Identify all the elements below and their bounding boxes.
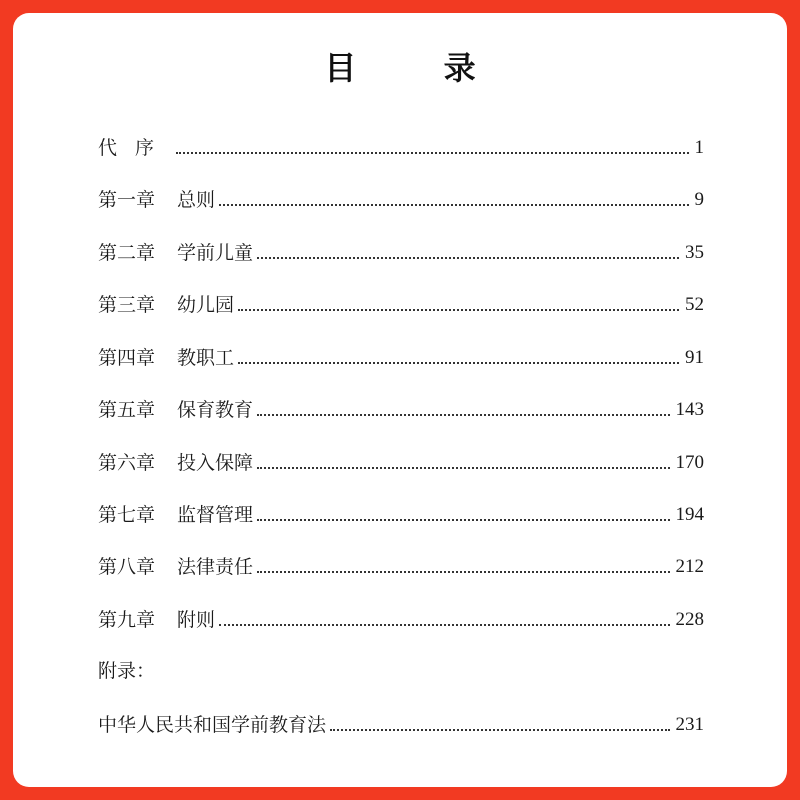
toc-chapter: 第九章	[98, 609, 156, 631]
dot-leader	[257, 414, 669, 416]
toc-entry-chapter-4	[98, 340, 704, 370]
toc-entry-label	[98, 451, 253, 475]
toc-chapter: 代序	[98, 137, 173, 159]
toc-entry-chapter-1	[98, 182, 704, 212]
toc-entry-label	[98, 188, 215, 212]
toc-entry-label	[98, 398, 253, 422]
toc-chapter: 第八章	[98, 556, 156, 578]
toc-entry-label	[98, 713, 326, 737]
toc-chapter-name: 幼儿园	[177, 294, 235, 316]
toc-entry-label	[98, 346, 234, 370]
toc-page-number: 228	[675, 609, 704, 630]
dot-leader	[238, 362, 679, 364]
toc-entry-label	[98, 608, 215, 632]
toc-chapter: 第二章	[98, 242, 156, 264]
toc-page-number: 143	[675, 399, 704, 420]
toc-entry-chapter-2	[98, 235, 704, 265]
toc-chapter: 第一章	[98, 189, 156, 211]
toc-page	[13, 13, 787, 787]
toc-entry-label	[98, 555, 253, 579]
dot-leader	[330, 729, 669, 731]
toc-entry-chapter-5	[98, 392, 704, 422]
toc-chapter-name: 附则	[177, 609, 216, 631]
toc-appendix-name: 中华人民共和国学前教育法	[98, 714, 327, 736]
toc-page-number: 9	[694, 189, 704, 210]
toc-entry-chapter-6	[98, 445, 704, 475]
toc-entry-chapter-7	[98, 497, 704, 527]
toc-entry-label	[98, 293, 234, 317]
toc-chapter-name: 监督管理	[177, 504, 254, 526]
toc-chapter-name: 总则	[177, 189, 216, 211]
dot-leader	[176, 152, 688, 154]
toc-chapter: 第七章	[98, 504, 156, 526]
toc-page-number: 170	[675, 452, 704, 473]
toc-entry-label	[98, 136, 172, 160]
toc-entry-chapter-8	[98, 549, 704, 579]
toc-chapter: 第三章	[98, 294, 156, 316]
toc-entry-chapter-3	[98, 287, 704, 317]
toc-chapter-name: 法律责任	[177, 556, 254, 578]
toc-chapter-name: 投入保障	[177, 452, 254, 474]
toc-chapter-name: 学前儿童	[177, 242, 254, 264]
toc-entry-label	[98, 241, 253, 265]
dot-leader	[257, 257, 679, 259]
dot-leader	[257, 467, 669, 469]
toc-page-number: 35	[685, 242, 704, 263]
dot-leader	[257, 519, 669, 521]
toc-chapter: 第五章	[98, 399, 156, 421]
toc-page-number: 91	[685, 347, 704, 368]
dot-leader	[219, 204, 688, 206]
toc-page-number: 52	[685, 294, 704, 315]
page-title: 目 录	[324, 49, 514, 87]
toc-page-number: 194	[675, 504, 704, 525]
toc-chapter: 第四章	[98, 347, 156, 369]
toc-page-number: 212	[675, 556, 704, 577]
toc-chapter-name: 教职工	[177, 347, 235, 369]
appendix-heading: 附录：	[98, 660, 156, 682]
toc-entry-appendix-1	[98, 707, 704, 737]
toc-page-number: 231	[675, 714, 704, 735]
toc-chapter: 第六章	[98, 452, 156, 474]
toc-entry-chapter-9	[98, 602, 704, 632]
toc-entry-label	[98, 503, 253, 527]
toc-page-number: 1	[694, 137, 704, 158]
toc-entry-preface	[98, 130, 704, 160]
dot-leader	[219, 624, 669, 626]
dot-leader	[238, 309, 679, 311]
toc-chapter-name: 保育教育	[177, 399, 254, 421]
dot-leader	[257, 571, 669, 573]
